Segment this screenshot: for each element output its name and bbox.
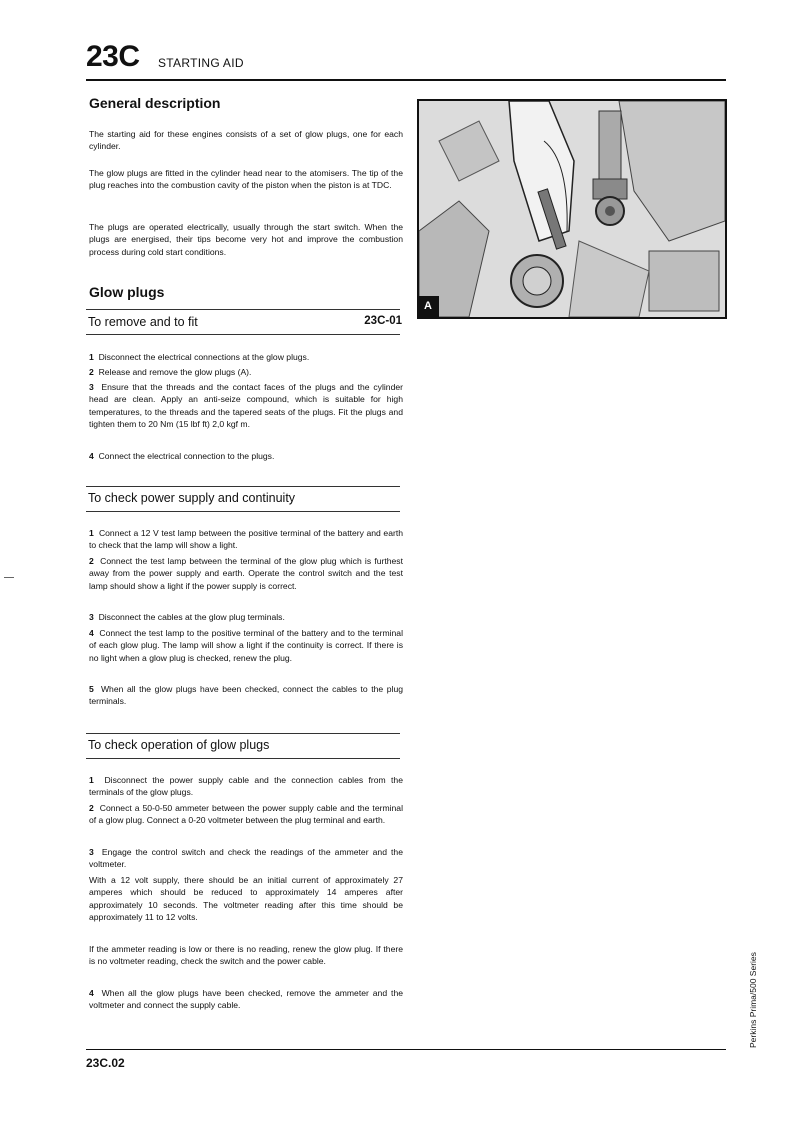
general-paragraph-3: The plugs are operated electrically, usually through the start switch. When the plugs are energised, their tips become very hot and improve the combustion process during cold start conditions. (89, 222, 403, 257)
page-number: 23C.02 (86, 1056, 125, 1070)
general-title: General description (89, 95, 221, 111)
operation-check-heading: To check operation of glow plugs (88, 738, 270, 752)
power-check-heading-row (88, 491, 402, 505)
engine-illustration (419, 101, 725, 317)
power-step-3: 3 Disconnect the cables at the glow plug terminals. (89, 612, 285, 622)
footer-rule (86, 1049, 726, 1050)
power-step-5: 5 When all the glow plugs have been checked, connect the cables to the plug terminals. (89, 684, 403, 707)
section-rule (86, 486, 400, 487)
remove-fit-heading-row (88, 315, 402, 329)
remove-fit-heading: To remove and to fit (88, 315, 198, 329)
header-rule (86, 79, 726, 81)
operation-step-3: 3 Engage the control switch and check the readings of the ammeter and the voltmeter. (89, 847, 403, 870)
section-rule (86, 758, 400, 759)
remove-step-2: 2 Release and remove the glow plugs (A). (89, 367, 252, 377)
general-paragraph-2: The glow plugs are fitted in the cylinder head near to the atomisers. The tip of the plug reaches into the combustion cavity of the piston when the piston is at TDC. (89, 168, 403, 191)
margin-mark (4, 577, 14, 578)
operation-check-heading-row (88, 738, 402, 752)
section-rule (86, 334, 400, 335)
glow-plugs-title: Glow plugs (89, 284, 165, 300)
operation-note-renew: If the ammeter reading is low or there is no reading, renew the glow plug. If there is no voltmeter reading, check the switch and the power cable. (89, 944, 403, 967)
power-step-2: 2 Connect the test lamp between the terminal of the glow plug which is furthest away from the power supply and earth. Operate the control switch and the test lamp should show a light if the power supply is correct. (89, 556, 403, 591)
remove-fit-code: 23C-01 (364, 315, 402, 327)
section-rule (86, 511, 400, 512)
operation-step-2: 2 Connect a 50-0-50 ammeter between the power supply cable and the terminal of a glow plug. Connect a 0-20 voltmeter between the plug terminal and earth. (89, 803, 403, 826)
remove-step-3: 3 Ensure that the threads and the contact faces of the plugs and the cylinder head are clean. Apply an anti-seize compound, which is suitable for high temperatures, to the threads and the tapered seats of the plugs. Fit the plugs and tighten them to 20 Nm (15 lbf ft) 2,0 kgf m. (89, 382, 403, 430)
figure-label: A (417, 296, 439, 317)
power-step-1: 1 Connect a 12 V test lamp between the positive terminal of the battery and earth to check that the lamp will show a light. (89, 528, 403, 551)
remove-step-1: 1 Disconnect the electrical connections at the glow plugs. (89, 352, 310, 362)
power-check-heading: To check power supply and continuity (88, 491, 296, 505)
chapter-number: 23C (86, 40, 140, 73)
section-rule (86, 309, 400, 310)
section-rule (86, 733, 400, 734)
series-label: Perkins Prima/500 Series (748, 952, 758, 1048)
operation-step-1: 1 Disconnect the power supply cable and the connection cables from the terminals of the glow plugs. (89, 775, 403, 798)
chapter-title: STARTING AID (158, 56, 244, 70)
operation-note-current: With a 12 volt supply, there should be an initial current of approximately 27 amperes which should be reduced to approximately 14 amperes after approximately 10 seconds. The voltmeter reading after this time should be approximately 11 to 12 volts. (89, 875, 403, 923)
remove-step-4: 4 Connect the electrical connection to the plugs. (89, 451, 275, 461)
operation-step-4: 4 When all the glow plugs have been checked, remove the ammeter and the voltmeter and connect the supply cable. (89, 988, 403, 1011)
glow-plug-figure (417, 99, 727, 319)
power-step-4: 4 Connect the test lamp to the positive terminal of the battery and to the terminal of each glow plug. The lamp will show a light if the continuity is correct. If there is no light when a glow plug is checked, renew the plug. (89, 628, 403, 663)
general-paragraph-1: The starting aid for these engines consists of a set of glow plugs, one for each cylinder. (89, 129, 403, 152)
